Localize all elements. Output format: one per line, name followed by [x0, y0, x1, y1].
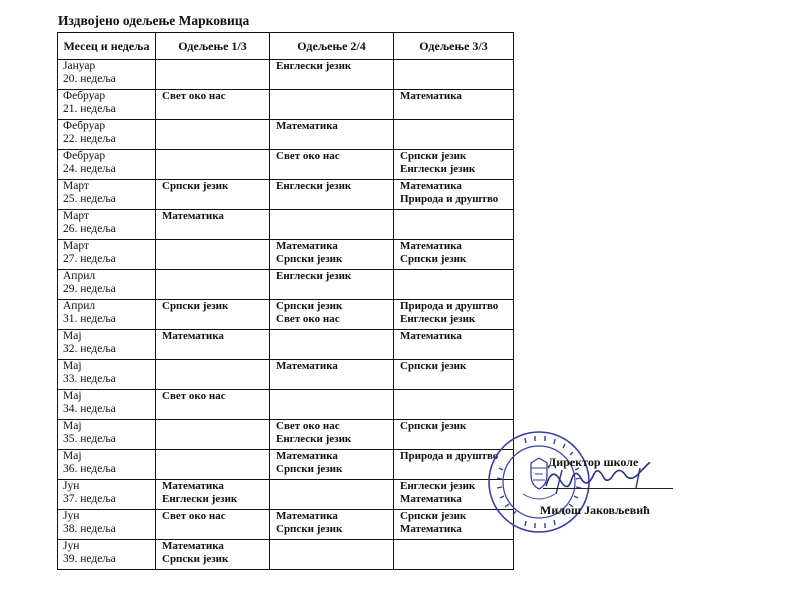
subject-label: Математика	[400, 522, 462, 535]
week-label: 35. недеља	[63, 432, 116, 445]
subject-label: Свет око нас	[162, 390, 226, 402]
week-label: 39. недеља	[63, 552, 116, 565]
table-row	[58, 150, 514, 180]
subject-cell-class-1	[156, 270, 270, 300]
subject-label: Природа и друштво	[400, 450, 499, 462]
week-label: 31. недеља	[63, 312, 116, 325]
subject-cell-class-3	[394, 120, 514, 150]
subject-cell-class-3	[394, 60, 514, 90]
subject-cell-class-3	[394, 240, 514, 270]
subject-label: Српски језик	[276, 252, 343, 265]
subject-cell-class-3	[394, 150, 514, 180]
subject-label: Српски језик	[400, 510, 467, 522]
week-label: 21. недеља	[63, 102, 116, 115]
subject-cell-class-2	[270, 540, 394, 570]
subject-label: Математика	[276, 450, 338, 462]
month-label: Јун	[63, 510, 80, 522]
header-class-1-3: Одељење 1/3	[156, 33, 270, 60]
subject-label: Математика	[400, 240, 462, 252]
subject-cell-class-2	[270, 450, 394, 480]
table-row	[58, 210, 514, 240]
subject-label: Математика	[162, 330, 224, 342]
subject-cell-class-1	[156, 150, 270, 180]
subject-label: Српски језик	[162, 552, 229, 565]
subject-label: Природа и друштво	[400, 192, 499, 205]
period-cell	[58, 540, 156, 570]
subject-label: Енглески језик	[162, 492, 238, 505]
week-label: 26. недеља	[63, 222, 116, 235]
subject-label: Енглески језик	[400, 162, 476, 175]
table-row	[58, 270, 514, 300]
period-cell	[58, 120, 156, 150]
month-label: Мај	[63, 390, 82, 402]
subject-label: Енглески језик	[276, 180, 352, 192]
period-cell	[58, 180, 156, 210]
subject-label: Енглески језик	[276, 432, 352, 445]
subject-cell-class-2	[270, 330, 394, 360]
subject-cell-class-2	[270, 510, 394, 540]
table-row	[58, 360, 514, 390]
subject-cell-class-3	[394, 90, 514, 120]
subject-cell-class-1	[156, 330, 270, 360]
subject-label: Свет око нас	[276, 150, 340, 162]
month-label: Мај	[63, 450, 82, 462]
subject-cell-class-1	[156, 210, 270, 240]
subject-cell-class-2	[270, 360, 394, 390]
subject-cell-class-2	[270, 180, 394, 210]
subject-label: Српски језик	[276, 462, 343, 475]
subject-cell-class-2	[270, 90, 394, 120]
period-cell	[58, 360, 156, 390]
subject-cell-class-1	[156, 360, 270, 390]
subject-label: Математика	[276, 120, 338, 132]
month-label: Мај	[63, 420, 82, 432]
subject-cell-class-1	[156, 240, 270, 270]
subject-label: Српски језик	[162, 300, 229, 312]
subject-label: Енглески језик	[400, 312, 476, 325]
week-label: 32. недеља	[63, 342, 116, 355]
period-cell	[58, 90, 156, 120]
table-row	[58, 120, 514, 150]
week-label: 24. недеља	[63, 162, 116, 175]
signature-line	[543, 488, 673, 489]
period-cell	[58, 510, 156, 540]
subject-cell-class-2	[270, 60, 394, 90]
subject-cell-class-1	[156, 420, 270, 450]
table-row	[58, 420, 514, 450]
period-cell	[58, 390, 156, 420]
month-label: Април	[63, 270, 96, 282]
subject-label: Српски језик	[400, 150, 467, 162]
week-label: 20. недеља	[63, 72, 116, 85]
month-label: Март	[63, 240, 89, 252]
header-class-2-4: Одељење 2/4	[270, 33, 394, 60]
week-label: 34. недеља	[63, 402, 116, 415]
period-cell	[58, 60, 156, 90]
subject-label: Математика	[276, 240, 338, 252]
subject-cell-class-2	[270, 210, 394, 240]
subject-cell-class-1	[156, 180, 270, 210]
subject-cell-class-1	[156, 390, 270, 420]
subject-label: Математика	[400, 330, 462, 342]
signature-name: Милош Јаковљевић	[540, 503, 650, 517]
table-row	[58, 330, 514, 360]
week-label: 33. недеља	[63, 372, 116, 385]
subject-cell-class-3	[394, 300, 514, 330]
subject-label: Свет око нас	[162, 90, 226, 102]
period-cell	[58, 300, 156, 330]
subject-cell-class-1	[156, 450, 270, 480]
period-cell	[58, 420, 156, 450]
week-label: 22. недеља	[63, 132, 116, 145]
schedule-table	[57, 32, 514, 570]
period-cell	[58, 450, 156, 480]
subject-label: Српски језик	[400, 252, 467, 265]
week-label: 36. недеља	[63, 462, 116, 475]
subject-cell-class-2	[270, 390, 394, 420]
subject-cell-class-2	[270, 300, 394, 330]
month-label: Март	[63, 180, 89, 192]
table-row	[58, 540, 514, 570]
subject-cell-class-3	[394, 360, 514, 390]
header-class-3-3: Одељење 3/3	[394, 33, 514, 60]
subject-label: Математика	[276, 510, 338, 522]
subject-label: Енглески језик	[400, 480, 476, 492]
month-label: Фебруар	[63, 150, 106, 162]
subject-cell-class-3	[394, 180, 514, 210]
subject-label: Свет око нас	[162, 510, 226, 522]
month-label: Фебруар	[63, 90, 106, 102]
period-cell	[58, 150, 156, 180]
subject-label: Српски језик	[400, 360, 467, 372]
subject-cell-class-2	[270, 270, 394, 300]
header-period: Месец и недеља	[58, 33, 156, 60]
subject-label: Српски језик	[400, 420, 467, 432]
subject-label: Српски језик	[276, 300, 343, 312]
table-row	[58, 390, 514, 420]
subject-label: Природа и друштво	[400, 300, 499, 312]
subject-cell-class-1	[156, 60, 270, 90]
subject-label: Енглески језик	[276, 60, 352, 72]
subject-label: Математика	[162, 480, 224, 492]
month-label: Мај	[63, 330, 82, 342]
subject-cell-class-1	[156, 90, 270, 120]
subject-cell-class-3	[394, 270, 514, 300]
subject-cell-class-1	[156, 540, 270, 570]
month-label: Мај	[63, 360, 82, 372]
document-title: Издвојено одељење Марковица	[58, 13, 250, 28]
period-cell	[58, 270, 156, 300]
table-row	[58, 300, 514, 330]
subject-cell-class-2	[270, 420, 394, 450]
subject-cell-class-1	[156, 480, 270, 510]
month-label: Фебруар	[63, 120, 106, 132]
period-cell	[58, 480, 156, 510]
month-label: Април	[63, 300, 96, 312]
schedule-body	[58, 60, 514, 570]
subject-label: Енглески језик	[276, 270, 352, 282]
table-row	[58, 240, 514, 270]
subject-label: Математика	[276, 360, 338, 372]
subject-cell-class-2	[270, 150, 394, 180]
subject-label: Математика	[162, 540, 224, 552]
table-row	[58, 60, 514, 90]
week-label: 29. недеља	[63, 282, 116, 295]
subject-label: Српски језик	[276, 522, 343, 535]
month-label: Јун	[63, 540, 80, 552]
period-cell	[58, 240, 156, 270]
subject-label: Математика	[400, 492, 462, 505]
table-row	[58, 450, 514, 480]
week-label: 37. недеља	[63, 492, 116, 505]
period-cell	[58, 210, 156, 240]
subject-label: Математика	[400, 180, 462, 192]
subject-label: Српски језик	[162, 180, 229, 192]
subject-cell-class-1	[156, 510, 270, 540]
header-row	[58, 33, 514, 60]
subject-cell-class-3	[394, 210, 514, 240]
month-label: Јун	[63, 480, 80, 492]
subject-cell-class-3	[394, 390, 514, 420]
table-row	[58, 510, 514, 540]
period-cell	[58, 330, 156, 360]
month-label: Март	[63, 210, 89, 222]
week-label: 38. недеља	[63, 522, 116, 535]
subject-cell-class-1	[156, 120, 270, 150]
table-row	[58, 180, 514, 210]
subject-label: Математика	[400, 90, 462, 102]
week-label: 27. недеља	[63, 252, 116, 265]
subject-label: Математика	[162, 210, 224, 222]
subject-label: Свет око нас	[276, 312, 340, 325]
subject-cell-class-2	[270, 120, 394, 150]
subject-cell-class-2	[270, 480, 394, 510]
subject-label: Свет око нас	[276, 420, 340, 432]
signature-role: Директор школе	[548, 455, 639, 469]
subject-cell-class-1	[156, 300, 270, 330]
month-label: Јануар	[63, 60, 96, 72]
subject-cell-class-3	[394, 330, 514, 360]
table-row	[58, 480, 514, 510]
subject-cell-class-3	[394, 540, 514, 570]
subject-cell-class-2	[270, 240, 394, 270]
week-label: 25. недеља	[63, 192, 116, 205]
table-row	[58, 90, 514, 120]
